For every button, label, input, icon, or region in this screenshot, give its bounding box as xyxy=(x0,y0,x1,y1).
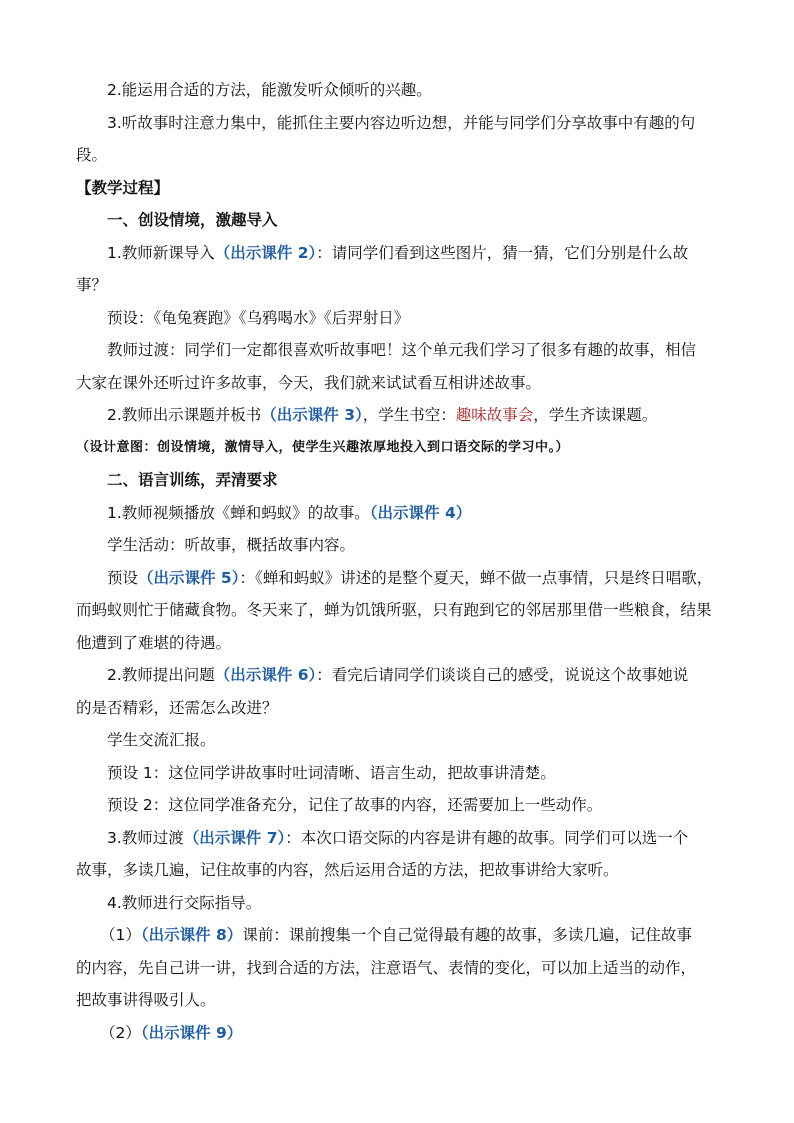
courseware-tag: （出示课件 5） xyxy=(138,568,240,587)
courseware-tag: （出示课件 3） xyxy=(261,406,363,424)
preset-1: 预设 1：这位同学讲故事时吐词清晰、语言生动，把故事讲清楚。 xyxy=(107,763,556,782)
transition-step xyxy=(76,822,724,855)
guidance-item-2 xyxy=(76,1017,724,1050)
preset-summary-line-1 xyxy=(76,562,724,595)
lesson-topic: 趣味故事会 xyxy=(455,406,534,424)
section-heading-process: 【教学过程】 xyxy=(76,178,170,197)
courseware-tag: （出示课件 8） xyxy=(140,926,243,944)
courseware-tag: （出示课件 9） xyxy=(140,1023,243,1042)
preset-summary-line-2: 而蚂蚁则忙于储藏食物。冬天来了，蝉为饥饿所驱，只有跑到它的邻居那里借一些粮食，结果 xyxy=(76,601,712,619)
preset-2: 预设 2：这位同学准备充分，记住了故事的内容，还需要加上一些动作。 xyxy=(107,796,603,814)
part-2-title: 二、语言训练，弄清要求 xyxy=(107,471,278,489)
step-2-title xyxy=(76,399,724,432)
preset-stories: 预设：《龟兔赛跑》《乌鸦喝水》《后羿射日》 xyxy=(107,308,410,327)
guidance-item-1-line-2: 的内容，先自己讲一讲，找到合适的方法，注意语气、表情的变化，可以加上适当的动作， xyxy=(76,958,697,977)
goal-3-line-2: 段。 xyxy=(76,146,108,164)
step-2-text: 2.教师出示课题并板书 xyxy=(107,406,262,424)
transition-step-text: 3.教师过渡 xyxy=(107,828,184,847)
guidance-item-1-line-1 xyxy=(76,919,724,952)
question-text: ：看完后请同学们谈谈自己的感受，说说这个故事她说 xyxy=(316,666,689,684)
preset-label: 预设 xyxy=(107,568,139,587)
guidance-step: 4.教师进行交际指导。 xyxy=(107,893,262,912)
student-report: 学生交流汇报。 xyxy=(107,731,216,749)
question-step-text: 2.教师提出问题 xyxy=(107,666,215,684)
courseware-tag: （出示课件 4） xyxy=(369,503,472,522)
transition-text: ：本次口语交际的内容是讲有趣的故事。同学们可以选一个 xyxy=(285,828,689,847)
teacher-transition-line-1: 教师过渡：同学们一定都很喜欢听故事吧！这个单元我们学习了很多有趣的故事，相信 xyxy=(107,341,697,359)
step-2-end: ，学生齐读课题。 xyxy=(533,406,658,424)
courseware-tag: （出示课件 7） xyxy=(183,828,286,847)
item-number: （1） xyxy=(100,926,141,944)
teacher-transition-line-2: 大家在课外还听过许多故事，今天，我们就来试试看互相讲述故事。 xyxy=(76,373,542,392)
step-1-text: 1.教师新课导入 xyxy=(107,243,215,262)
goal-2: 2.能运用合适的方法，能激发听众倾听的兴趣。 xyxy=(107,81,432,99)
video-step xyxy=(76,497,724,530)
step-1-continuation: 事？ xyxy=(76,276,108,294)
courseware-tag: （出示课件 2） xyxy=(214,243,317,262)
step-1-question: ：请同学们看到这些图片，猜一猜，它们分别是什么故 xyxy=(316,243,689,262)
preset-summary-line-3: 他遭到了难堪的待遇。 xyxy=(76,633,232,652)
step-2-mid: ，学生书空： xyxy=(362,406,456,424)
video-step-text: 1.教师视频播放《蝉和蚂蚁》的故事。 xyxy=(107,503,370,522)
guidance-item-1-line-3: 把故事讲得吸引人。 xyxy=(76,991,216,1009)
question-step xyxy=(76,659,724,692)
part-1-title: 一、创设情境，激趣导入 xyxy=(107,211,278,229)
guidance-item-1-text: 课前：课前搜集一个自己觉得最有趣的故事，多读几遍，记住故事 xyxy=(242,926,692,944)
question-continuation: 的是否精彩，还需怎么改进？ xyxy=(76,698,278,717)
design-intent-note: （设计意图：创设情境，激情导入，使学生兴趣浓厚地投入到口语交际的学习中。） xyxy=(76,439,570,455)
transition-continuation: 故事，多读几遍，记住故事的内容，然后运用合适的方法，把故事讲给大家听。 xyxy=(76,861,619,879)
courseware-tag: （出示课件 6） xyxy=(214,666,317,684)
item-number: （2） xyxy=(100,1023,141,1042)
step-1-intro xyxy=(76,237,724,270)
goal-3-line-1: 3.听故事时注意力集中，能抓住主要内容边听边想，并能与同学们分享故事中有趣的句 xyxy=(107,113,696,132)
student-activity: 学生活动：听故事，概括故事内容。 xyxy=(107,536,356,554)
preset-summary-text: ：《蝉和蚂蚁》讲述的是整个夏天，蝉不做一点事情，只是终日唱歌， xyxy=(239,568,713,587)
